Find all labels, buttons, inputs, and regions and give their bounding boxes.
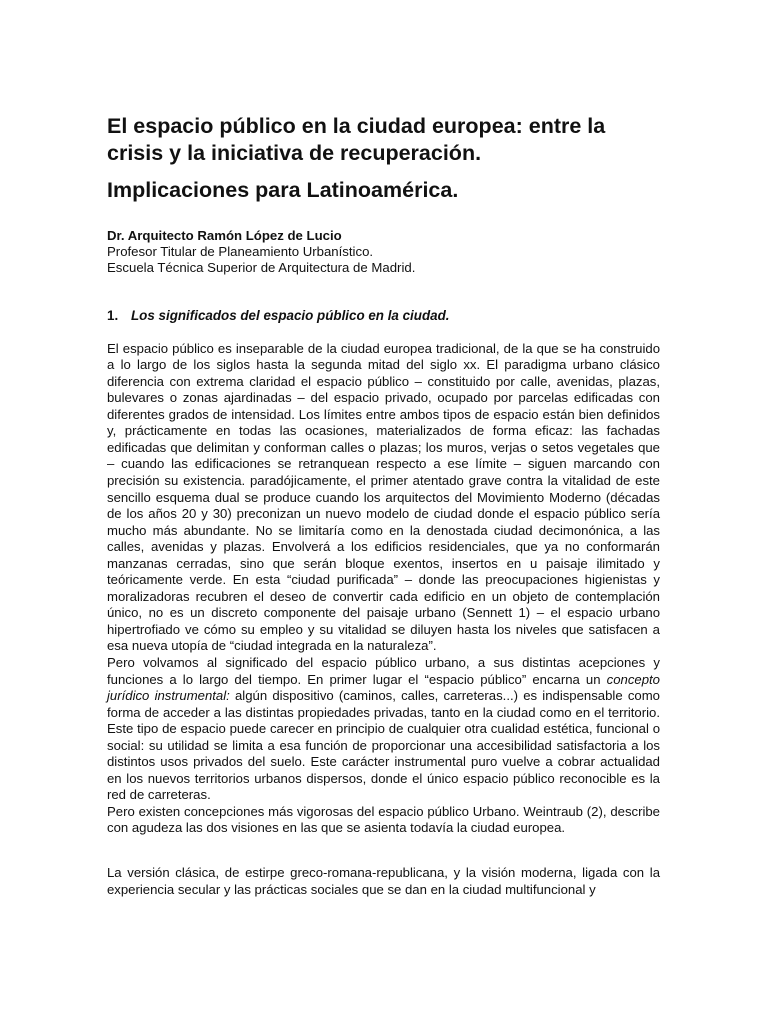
paragraph-1: El espacio público es inseparable de la ciudad europea tradicional, de la que se ha construido a lo largo de los siglos hasta la segunda mitad del siglo xx. El paradigma urbano clásico diferencia con extrema claridad el espacio público – constituido por calle, avenidas, plazas, bulevares o zonas ajardinadas – del espacio privado, ocupado por parcelas edificadas con diferentes grados de intensidad. Los límites entre ambos tipos de espacio están bien definidos y, prácticamente en todas las ocasiones, materializados de forma eficaz: las fachadas edificadas que delimitan y conforman calles o plazas; los muros, verjas o setos vegetales que – cuando las edificaciones se retranquean respecto a ese límite – siguen marcando con precisión su existencia. paradójicamente, el primer atentado grave contra la vitalidad de este sencillo esquema dual se produce cuando los arquitectos del Movimiento Moderno (décadas de los años 20 y 30) preconizan un nuevo modelo de ciudad donde el espacio público sería mucho más abundante. No se limitaría como en la denostada ciudad decimonónica, a las calles, avenidas y plazas. Envolverá a los edificios residenciales, que ya no conformarán manzanas cerradas, sino que serán bloque exentos, insertos en u paisaje ilimitado y teóricamente verde. En esta “ciudad purificada” – donde las preocupaciones higienistas y moralizadoras recubren el deseo de convertir cada edificio en un objeto de contemplación único, no es un discreto componente del paisaje urbano (Sennett 1) – el espacio urbano hipertrofiado ve cómo su empleo y su vitalidad se diluyen hasta los niveles que satisfacen a esa nueva utopía de “ciudad integrada en la naturaleza”.: [107, 340, 660, 654]
paragraph-2: [107, 655, 660, 804]
section-number: 1.: [107, 307, 119, 323]
section-heading: [107, 308, 660, 324]
author-block: [107, 228, 660, 277]
author-institution: Escuela Técnica Superior de Arquitectura de Madrid.: [107, 260, 416, 276]
paragraph-2-end: algún dispositivo (caminos, calles, carreteras...) es indispensable como forma de acceder a las distintas propiedades privadas, tanto en la ciudad como en el territorio. Este tipo de espacio puede carecer en principio de cualquier otra cualidad estética, funcional o social: su utilidad se limita a esa función de proporcionar una accesibilidad satisfactoria a los distintos usos privados del suelo. Este carácter instrumental puro vuelve a cobrar actualidad en los nuevos territorios urbanos dispersos, donde el único espacio público reconocible es la red de carreteras.: [107, 688, 660, 803]
author-position: Profesor Titular de Planeamiento Urbanístico.: [107, 244, 374, 260]
paragraph-2-italic: concepto jurídico instrumental:: [107, 671, 660, 704]
document-subtitle: Implicaciones para Latinoamérica.: [107, 178, 459, 202]
document-page: [107, 113, 660, 898]
author-name: Dr. Arquitecto Ramón López de Lucio: [107, 228, 342, 243]
paragraph-2-start: Pero volvamos al significado del espacio público urbano, a sus distintas acepciones y funciones a lo largo del tiempo. En primer lugar el “espacio público” encarna un: [107, 655, 660, 687]
paragraph-3: Pero existen concepciones más vigorosas del espacio público Urbano. Weintraub (2), describe con agudeza las dos visiones en las que se asienta todavía la ciudad europea.: [107, 803, 660, 836]
section-title: Los significados del espacio público en la ciudad.: [131, 307, 450, 323]
document-title: El espacio público en la ciudad europea: entre la crisis y la iniciativa de recuperación.: [107, 114, 606, 165]
section-body: [107, 341, 660, 899]
paragraph-4: La versión clásica, de estirpe greco-romana-republicana, y la visión moderna, ligada con la experiencia secular y las prácticas sociales que se dan en la ciudad multifuncional y: [107, 865, 660, 897]
